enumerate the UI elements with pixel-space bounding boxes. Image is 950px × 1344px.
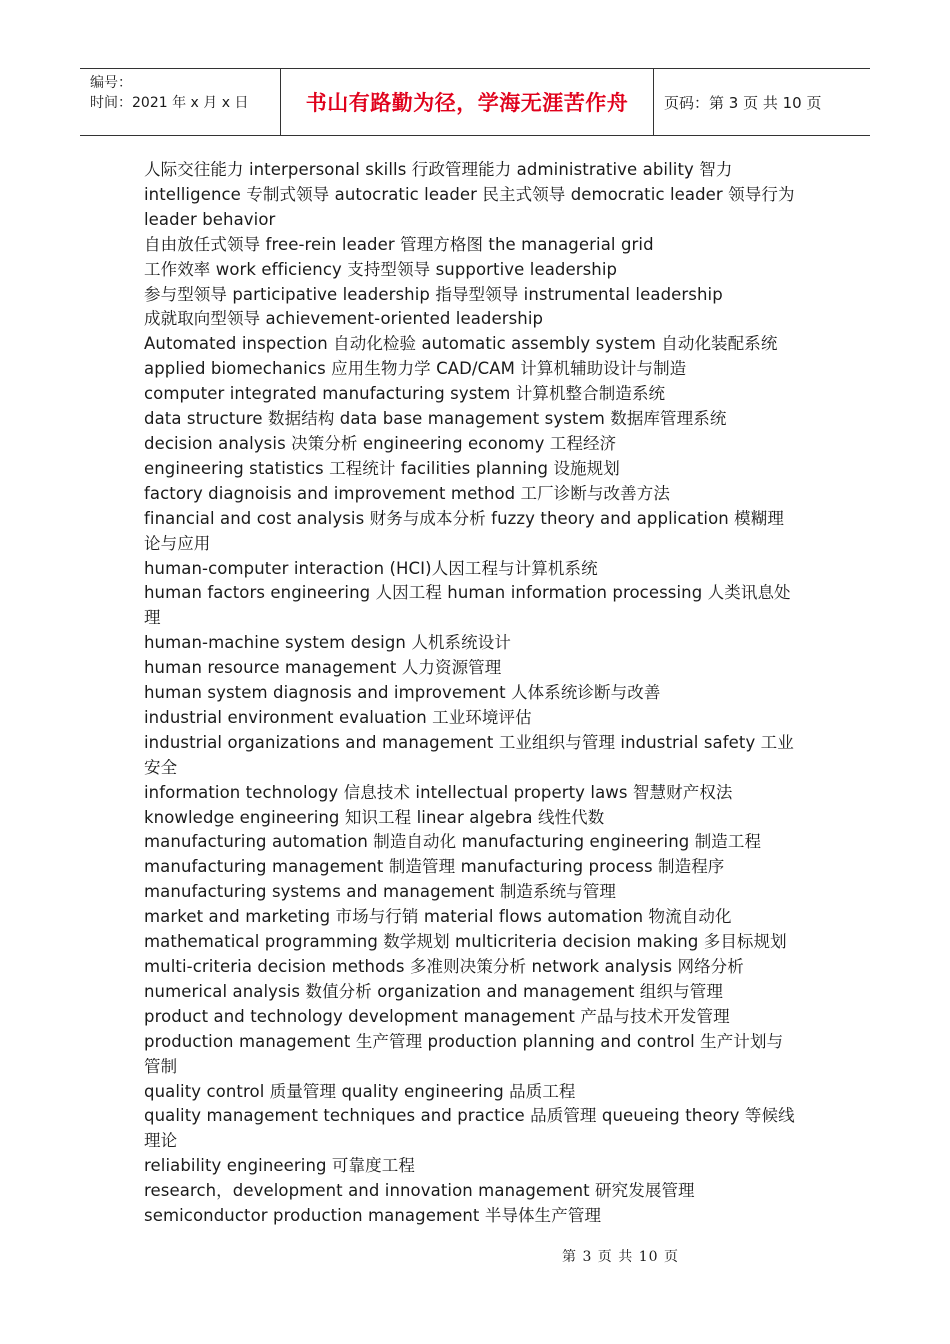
glossary-line: manufacturing automation 制造自动化 manufacturing engineering 制造工程 xyxy=(144,832,762,852)
header-date-label: 时间：2021 年 x 月 x 日 xyxy=(90,95,249,111)
glossary-line: product and technology development management 产品与技术开发管理 xyxy=(144,1006,730,1026)
glossary-line: financial and cost analysis 财务与成本分析 fuzzy theory and application 模糊理 xyxy=(144,508,784,528)
glossary-line: knowledge engineering 知识工程 linear algebra 线性代数 xyxy=(144,807,605,827)
glossary-line: manufacturing systems and management 制造系统与管理 xyxy=(144,882,617,902)
glossary-line: quality control 质量管理 quality engineering 品质工程 xyxy=(144,1081,576,1101)
glossary-line: numerical analysis 数值分析 organization and management 组织与管理 xyxy=(144,981,723,1001)
page-footer: 第 3 页 共 10 页 xyxy=(562,1249,679,1265)
glossary-line: research，development and innovation management 研究发展管理 xyxy=(144,1181,695,1201)
glossary-line: decision analysis 决策分析 engineering economy 工程经济 xyxy=(144,433,617,453)
glossary-line: 理论 xyxy=(144,1131,178,1151)
glossary-line: Automated inspection 自动化检验 automatic assembly system 自动化装配系统 xyxy=(144,334,778,354)
glossary-line: 理 xyxy=(144,608,161,628)
glossary-line: 人际交往能力 interpersonal skills 行政管理能力 administrative ability 智力 xyxy=(144,160,733,179)
glossary-line: information technology 信息技术 intellectual property laws 智慧财产权法 xyxy=(144,782,733,802)
glossary-line: 参与型领导 participative leadership 指导型领导 instrumental leadership xyxy=(144,284,723,304)
glossary-line: market and marketing 市场与行销 material flows automation 物流自动化 xyxy=(144,907,732,927)
glossary-line: mathematical programming 数学规划 multicriteria decision making 多目标规划 xyxy=(144,932,787,952)
glossary-body xyxy=(144,158,809,1229)
header-meta xyxy=(80,69,281,135)
glossary-line: industrial organizations and management 工业组织与管理 industrial safety 工业 xyxy=(144,732,794,752)
glossary-line: manufacturing management 制造管理 manufacturing process 制造程序 xyxy=(144,857,725,877)
glossary-line: human system diagnosis and improvement 人体系统诊断与改善 xyxy=(144,683,661,703)
glossary-line: semiconductor production management 半导体生产管理 xyxy=(144,1206,602,1226)
glossary-line: intelligence 专制式领导 autocratic leader 民主式领导 democratic leader 领导行为 xyxy=(144,184,795,204)
glossary-line: 论与应用 xyxy=(144,533,211,553)
glossary-line: engineering statistics 工程统计 facilities planning 设施规划 xyxy=(144,458,620,478)
glossary-line: quality management techniques and practice 品质管理 queueing theory 等候线 xyxy=(144,1106,795,1126)
glossary-line: industrial environment evaluation 工业环境评估 xyxy=(144,707,532,727)
glossary-line: leader behavior xyxy=(144,209,276,229)
glossary-line: data structure 数据结构 data base management system 数据库管理系统 xyxy=(144,409,727,429)
glossary-line: applied biomechanics 应用生物力学 CAD/CAM 计算机辅助设计与制造 xyxy=(144,359,687,379)
glossary-line: 成就取向型领导 achievement-oriented leadership xyxy=(144,309,544,329)
header-page-label: 页码：第 3 页 共 10 页 xyxy=(664,93,822,112)
glossary-line: human factors engineering 人因工程 human information processing 人类讯息处 xyxy=(144,583,791,603)
glossary-line: reliability engineering 可靠度工程 xyxy=(144,1156,415,1176)
glossary-line: human-computer interaction (HCI)人因工程与计算机系统 xyxy=(144,558,598,578)
glossary-line: multi-criteria decision methods 多准则决策分析 network analysis 网络分析 xyxy=(144,957,744,976)
glossary-line: 自由放任式领导 free-rein leader 管理方格图 the managerial grid xyxy=(144,234,654,254)
glossary-line: 安全 xyxy=(144,757,178,777)
glossary-line: human resource management 人力资源管理 xyxy=(144,658,502,678)
glossary-line: human-machine system design 人机系统设计 xyxy=(144,633,511,653)
page-header xyxy=(80,68,870,136)
glossary-line: production management 生产管理 production planning and control 生产计划与 xyxy=(144,1031,784,1051)
header-number-label: 编号： xyxy=(90,75,132,91)
header-motto: 书山有路勤为径，学海无涯苦作舟 xyxy=(281,69,654,135)
glossary-line: 工作效率 work efficiency 支持型领导 supportive leadership xyxy=(144,259,618,279)
glossary-line: computer integrated manufacturing system 计算机整合制造系统 xyxy=(144,384,666,404)
glossary-line: 管制 xyxy=(144,1056,178,1076)
glossary-line: factory diagnoisis and improvement method 工厂诊断与改善方法 xyxy=(144,483,670,503)
